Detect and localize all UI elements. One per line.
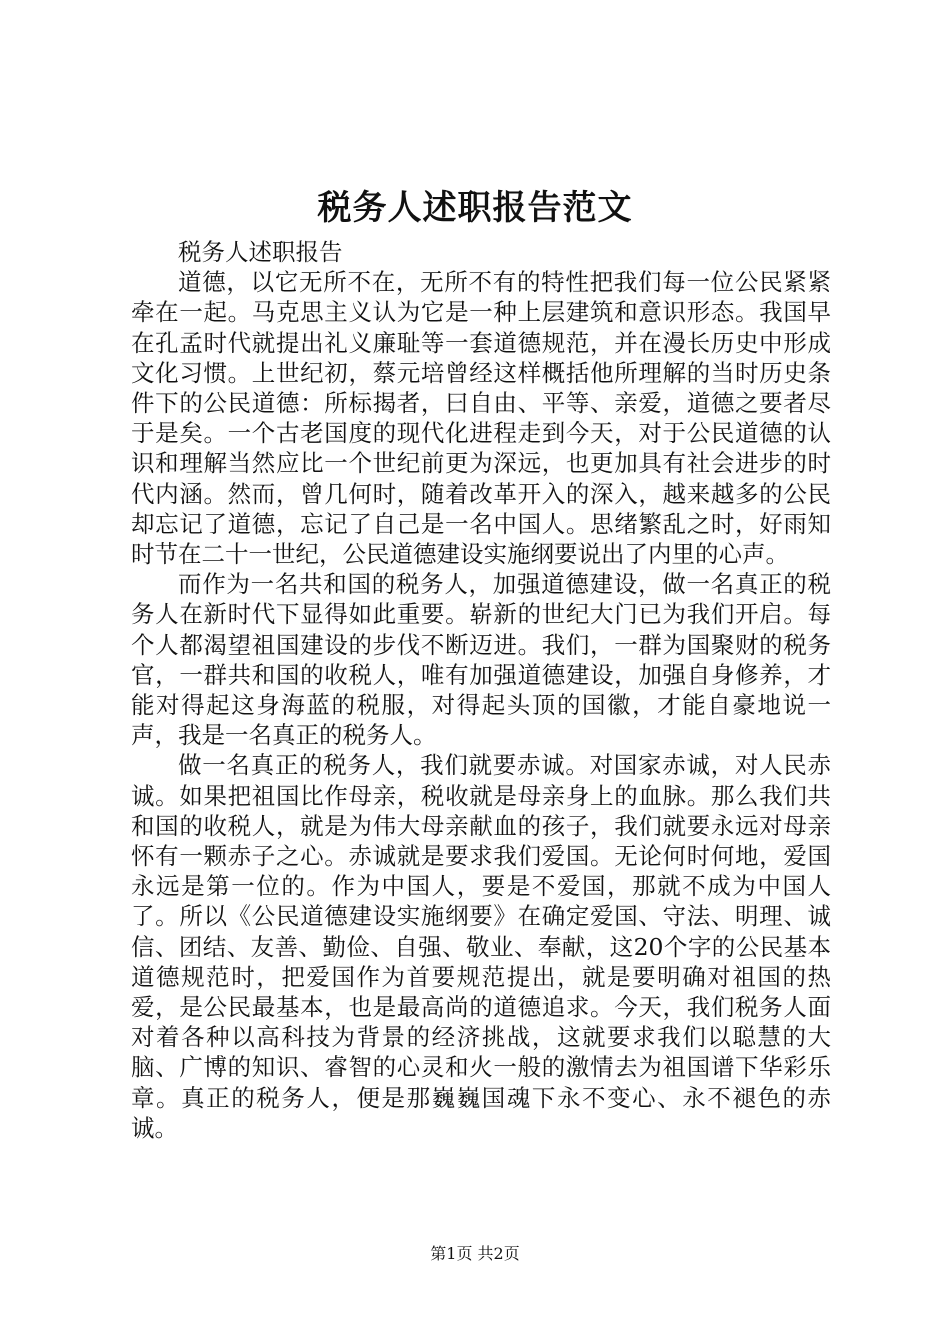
document-subtitle: 税务人述职报告 [178, 238, 343, 266]
page-footer: 第1页 共2页 [430, 1244, 520, 1263]
paragraph: 道德，以它无所不在，无所不有的特性把我们每一位公民紧紧牵在一起。马克思主义认为它是一种上层建筑和意识形态。我国早在孔孟时代就提出礼义廉耻等一套道德规范，并在漫长历史中形成文化习惯。上世纪初，蔡元培曾经这样概括他所理解的当时历史条件下的公民道德：所标揭者，曰自由、平等、亲爱，道德之要者尽于是矣。一个古老国度的现代化进程走到今天，对于公民道德的认识和理解当然应比一个世纪前更为深远，也更加具有社会进步的时代内涵。然而，曾几何时，随着改革开入的深入，越来越多的公民却忘记了道德，忘记了自己是一名中国人。思绪繁乱之时，好雨知时节在二十一世纪，公民道德建设实施纲要说出了内里的心声。 [131, 268, 831, 569]
paragraph: 做一名真正的税务人，我们就要赤诚。对国家赤诚，对人民赤诚。如果把祖国比作母亲，税收就是母亲身上的血脉。那么我们共和国的收税人，就是为伟大母亲献血的孩子，我们就要永远对母亲怀有一颗赤子之心。赤诚就是要求我们爱国。无论何时何地，爱国永远是第一位的。作为中国人，要是不爱国，那就不成为中国人了。所以《公民道德建设实施纲要》在确定爱国、守法、明理、诚信、团结、友善、勤俭、自强、敬业、奉献，这20个字的公民基本道德规范时，把爱国作为首要规范提出，就是要明确对祖国的热爱，是公民最基本，也是最高尚的道德追求。今天，我们税务人面对着各种以高科技为背景的经济挑战，这就要求我们以聪慧的大脑、广博的知识、睿智的心灵和火一般的激情去为祖国谱下华彩乐章。真正的税务人，便是那巍巍国魂下永不变心、永不褪色的赤诚。 [131, 751, 831, 1142]
document-title: 税务人述职报告范文 [317, 188, 633, 228]
paragraph: 而作为一名共和国的税务人，加强道德建设，做一名真正的税务人在新时代下显得如此重要。崭新的世纪大门已为我们开启。每个人都渴望祖国建设的步伐不断迈进。我们，一群为国聚财的税务官，一群共和国的收税人，唯有加强道德建设，加强自身修养，才能对得起这身海蓝的税服，对得起头顶的国徽，才能自豪地说一声，我是一名真正的税务人。 [131, 570, 831, 750]
document-body [131, 237, 831, 1143]
